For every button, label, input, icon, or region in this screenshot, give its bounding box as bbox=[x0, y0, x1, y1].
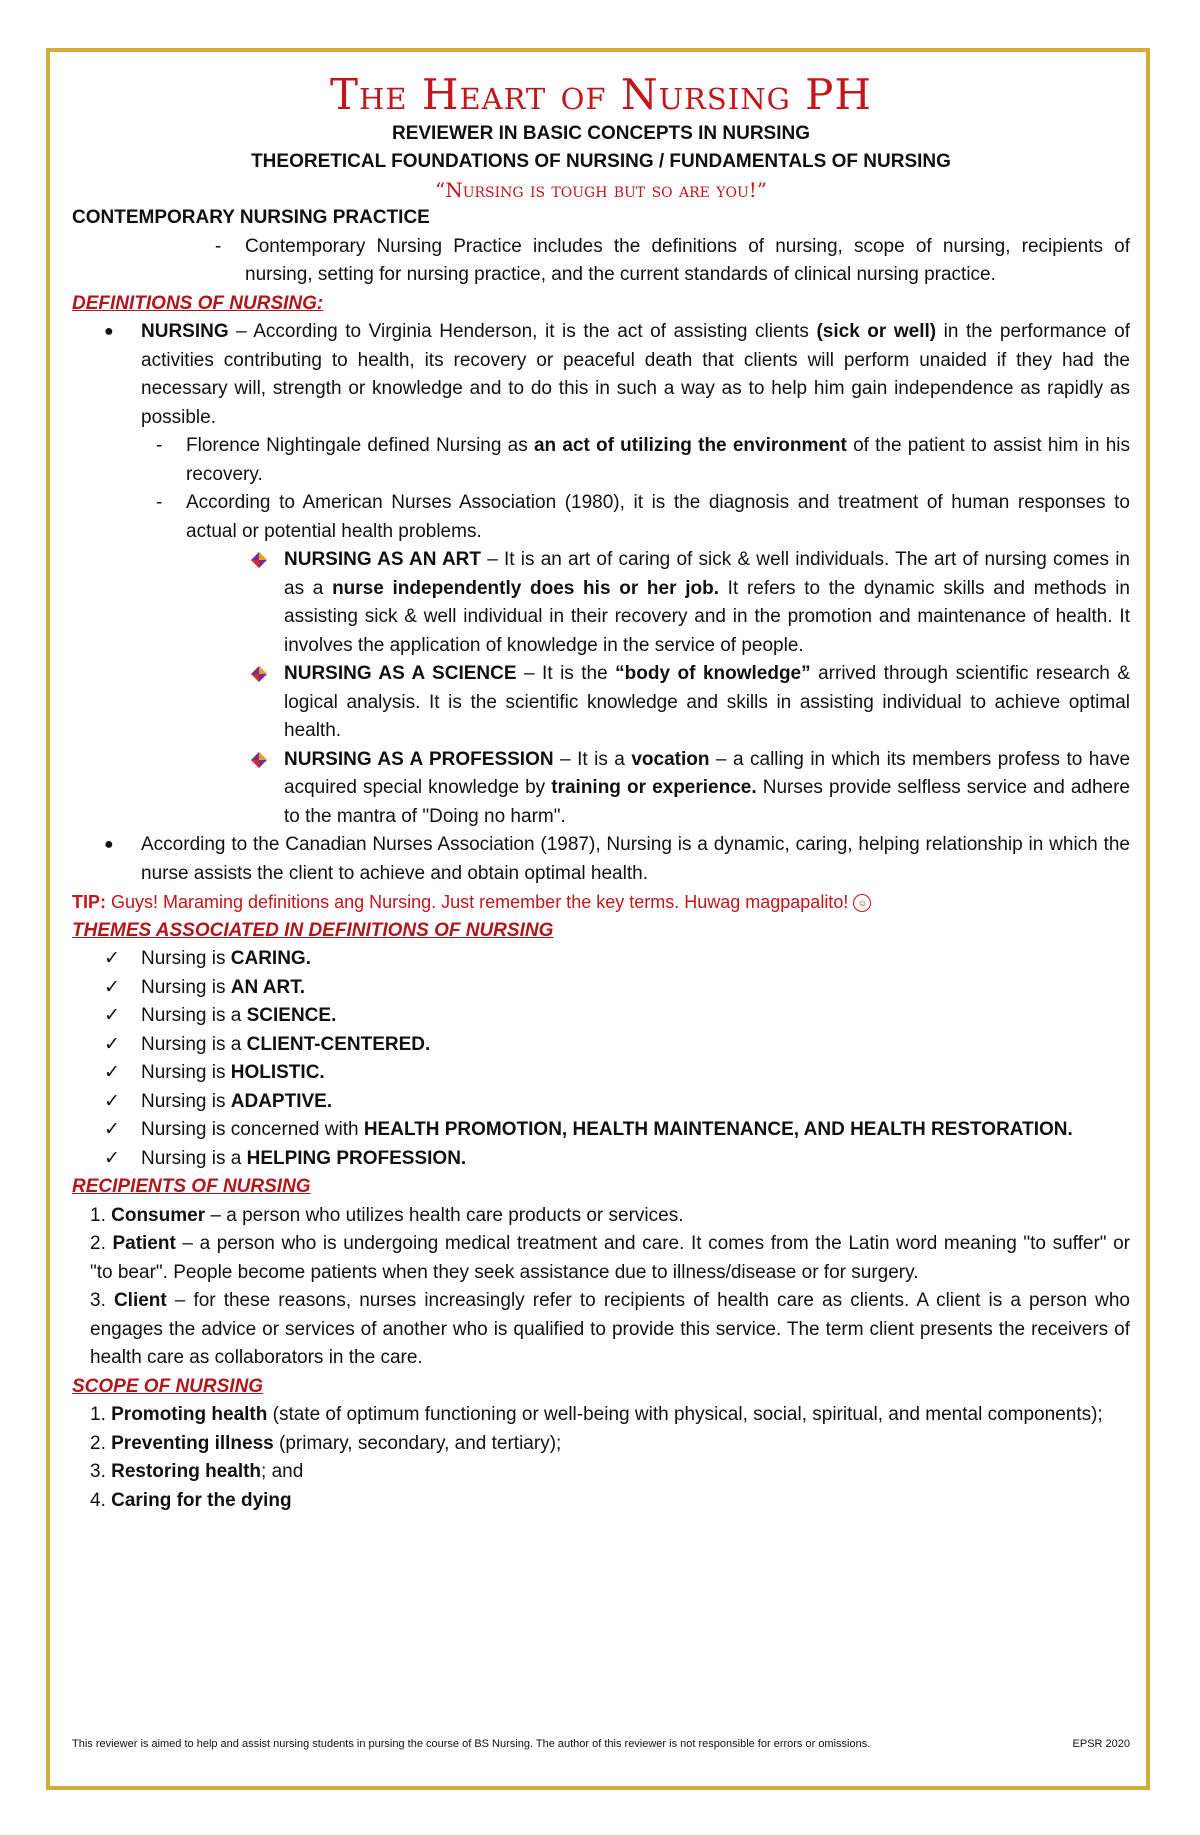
document-body bbox=[72, 70, 1130, 1515]
theme-item-bold: HELPING PROFESSION. bbox=[246, 1147, 467, 1169]
item-term: Preventing illness bbox=[111, 1432, 274, 1454]
theme-item bbox=[72, 1088, 1130, 1117]
item-term: Restoring health bbox=[111, 1461, 262, 1482]
section-scope-heading: SCOPE OF NURSING bbox=[72, 1375, 264, 1397]
item-text: (state of optimum functioning or well-being with physical, social, spiritual, and mental components); bbox=[267, 1404, 1103, 1425]
footer-code: EPSR 2020 bbox=[1072, 1738, 1130, 1750]
item-term: Promoting health bbox=[111, 1404, 268, 1425]
definition-nightingale: - Florence Nightingale defined Nursing as an act of utilizing the environment of the patient to assist him in his recovery. bbox=[72, 432, 1130, 489]
item-term: Consumer bbox=[111, 1204, 206, 1226]
theme-item-pre: Nursing is bbox=[141, 1062, 231, 1083]
theme-item bbox=[72, 945, 1130, 974]
theme-item bbox=[72, 1059, 1130, 1088]
section-contemporary-heading: CONTEMPORARY NURSING PRACTICE bbox=[72, 207, 430, 228]
footer-disclaimer: This reviewer is aimed to help and assist nursing students in pursing the course of BS Nursing. The author of this reviewer is not responsible for errors or omissions. bbox=[72, 1738, 871, 1750]
theme-item bbox=[72, 1145, 1130, 1174]
arrow-bullet-icon bbox=[250, 665, 268, 683]
recipients-item bbox=[72, 1202, 1130, 1231]
item-number: 1. bbox=[90, 1204, 112, 1226]
item-number: 3. bbox=[90, 1290, 114, 1311]
definition-art: NURSING AS AN ART – It is an art of caring of sick & well individuals. The art of nursing comes in as a nurse independently does his or her job. It refers to the dynamic skills and methods in assisting sick & well individual in their recovery and in the promotion and maintenance of health. It involves the application of knowledge in the service of people. bbox=[72, 546, 1130, 660]
item-term: Client bbox=[113, 1290, 167, 1311]
theme-item-pre: Nursing is a bbox=[141, 1005, 247, 1026]
themes-list bbox=[72, 945, 1130, 1173]
bullet-icon: ● bbox=[104, 323, 114, 340]
dash-marker: - bbox=[156, 435, 163, 456]
theme-item-pre: Nursing is a bbox=[141, 1033, 247, 1055]
item-term: Caring for the dying bbox=[111, 1489, 292, 1511]
section-recipients-heading: RECIPIENTS OF NURSING bbox=[72, 1176, 311, 1197]
recipients-item bbox=[72, 1230, 1130, 1287]
page-title: The Heart of Nursing PH bbox=[330, 70, 872, 119]
section-definitions-heading: DEFINITIONS OF NURSING: bbox=[72, 292, 324, 314]
dash-marker: - bbox=[156, 492, 163, 513]
theme-item-bold: CLIENT-CENTERED. bbox=[246, 1033, 431, 1055]
subtitle-foundations: THEORETICAL FOUNDATIONS OF NURSING / FUNDAMENTALS OF NURSING bbox=[251, 151, 951, 172]
theme-item bbox=[72, 1031, 1130, 1060]
scope-list bbox=[72, 1401, 1130, 1515]
footer bbox=[72, 1738, 1130, 1750]
dash-marker: - bbox=[215, 235, 222, 257]
smiley-icon: ☺ bbox=[853, 894, 871, 912]
recipients-list bbox=[72, 1202, 1130, 1373]
scope-item bbox=[72, 1487, 1130, 1516]
theme-item-pre: Nursing is bbox=[141, 976, 231, 998]
checkmark-icon: ✓ bbox=[104, 1005, 120, 1026]
subtitle-reviewer: REVIEWER IN BASIC CONCEPTS IN NURSING bbox=[391, 123, 811, 144]
checkmark-icon: ✓ bbox=[104, 976, 120, 998]
definition-profession: NURSING AS A PROFESSION – It is a vocation – a calling in which its members profess to have acquired special knowledge by training or experience. Nurses provide selfless service and adhere to the mantra of "Doing no harm". bbox=[72, 746, 1130, 832]
item-number: 2. bbox=[90, 1233, 113, 1254]
theme-item-bold: ADAPTIVE. bbox=[230, 1090, 333, 1112]
definition-henderson: ● NURSING – According to Virginia Henderson, it is the act of assisting clients (sick or well) in the performance of activities contributing to health, its recovery or peaceful death that clients will perform unaided if they had the necessary will, strength or knowledge and to do this in such a way as to help him gain independence as rapidly as possible. bbox=[72, 318, 1130, 432]
recipients-item bbox=[72, 1287, 1130, 1373]
scope-item bbox=[72, 1401, 1130, 1430]
item-text: – a person who utilizes health care products or services. bbox=[205, 1204, 684, 1226]
theme-item-pre: Nursing is bbox=[141, 1090, 231, 1112]
item-number: 4. bbox=[90, 1489, 112, 1511]
tip-note: TIP: Guys! Maraming definitions ang Nursing. Just remember the key terms. Huwag magpapalito! ☺ bbox=[72, 888, 1130, 917]
motto: “Nursing is tough but so are you!” bbox=[434, 178, 768, 202]
item-text: ; and bbox=[261, 1461, 304, 1482]
item-text: (primary, secondary, and tertiary); bbox=[273, 1432, 562, 1454]
theme-item-pre: Nursing is concerned with bbox=[141, 1119, 364, 1140]
definition-ana: - According to American Nurses Association (1980), it is the diagnosis and treatment of human responses to actual or potential health problems. bbox=[72, 489, 1130, 546]
arrow-bullet-icon bbox=[250, 551, 268, 569]
item-number: 1. bbox=[90, 1404, 112, 1425]
checkmark-icon: ✓ bbox=[104, 1033, 120, 1055]
definition-science: NURSING AS A SCIENCE – It is the “body of knowledge” arrived through scientific research & logical analysis. It is the scientific knowledge and skills in assisting individual to achieve optimal health. bbox=[72, 660, 1130, 746]
theme-item-bold: AN ART. bbox=[230, 976, 305, 998]
theme-item-bold: HOLISTIC. bbox=[230, 1062, 325, 1083]
item-number: 3. bbox=[90, 1461, 112, 1482]
checkmark-icon: ✓ bbox=[104, 1090, 120, 1112]
item-number: 2. bbox=[90, 1432, 112, 1454]
section-themes-heading: THEMES ASSOCIATED IN DEFINITIONS OF NURSING bbox=[72, 919, 554, 941]
arrow-bullet-icon bbox=[250, 751, 268, 769]
item-text: – for these reasons, nurses increasingly refer to recipients of health care as clients. A client is a person who engages the advice or services of another who is qualified to provide this service. The term client presents the receivers of health care as collaborators in the care. bbox=[90, 1290, 1130, 1368]
theme-item-pre: Nursing is a bbox=[141, 1147, 247, 1169]
contemporary-paragraph: - Contemporary Nursing Practice includes the definitions of nursing, scope of nursing, recipients of nursing, setting for nursing practice, and the current standards of clinical nursing practice. bbox=[72, 233, 1130, 290]
checkmark-icon: ✓ bbox=[104, 948, 120, 969]
theme-item bbox=[72, 1116, 1130, 1145]
checkmark-icon: ✓ bbox=[104, 1119, 120, 1140]
item-term: Patient bbox=[112, 1233, 176, 1254]
checkmark-icon: ✓ bbox=[104, 1062, 120, 1083]
scope-item bbox=[72, 1458, 1130, 1487]
scope-item bbox=[72, 1430, 1130, 1459]
theme-item-pre: Nursing is bbox=[141, 948, 231, 969]
item-text: – a person who is undergoing medical treatment and care. It comes from the Latin word meaning "to suffer" or "to bear". People become patients when they seek assistance due to illness/disease or for surgery. bbox=[90, 1233, 1131, 1283]
bullet-icon: ● bbox=[104, 836, 114, 853]
theme-item bbox=[72, 974, 1130, 1003]
theme-item bbox=[72, 1002, 1130, 1031]
theme-item-bold: CARING. bbox=[230, 948, 311, 969]
checkmark-icon: ✓ bbox=[104, 1147, 120, 1169]
theme-item-bold: SCIENCE. bbox=[246, 1005, 337, 1026]
definition-cna: ● According to the Canadian Nurses Association (1987), Nursing is a dynamic, caring, helping relationship in which the nurse assists the client to achieve and obtain optimal health. bbox=[72, 831, 1130, 888]
theme-item-bold: HEALTH PROMOTION, HEALTH MAINTENANCE, AND HEALTH RESTORATION. bbox=[363, 1119, 1073, 1140]
